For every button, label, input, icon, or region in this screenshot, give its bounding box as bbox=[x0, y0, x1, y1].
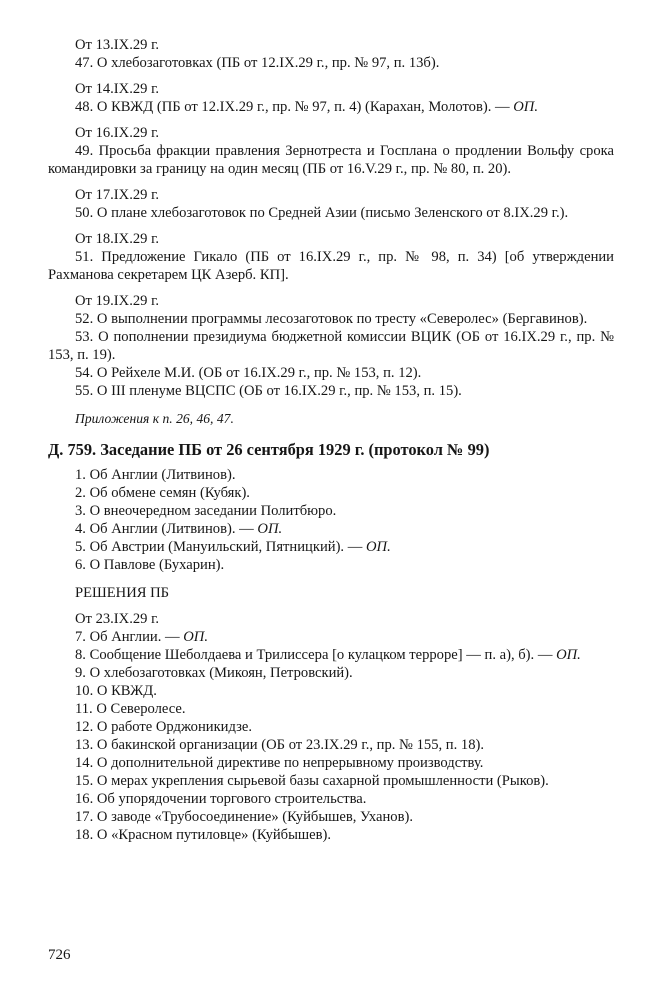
decision-item: 12. О работе Орджоникидзе. bbox=[75, 719, 252, 735]
date-line: От 14.IX.29 г. bbox=[75, 81, 160, 97]
list-item: 51. Предложение Гикало (ПБ от 16.IX.29 г., пр. № 98, п. 34) [об утверждении Рахманова секретарем ЦК Азерб. КП]. bbox=[48, 249, 614, 283]
list-item: 50. О плане хлебозаготовок по Средней Азии (письмо Зеленского от 8.IX.29 г.). bbox=[75, 205, 569, 221]
item-text: 5. Об Австрии (Мануильский, Пятницкий). — bbox=[75, 539, 363, 555]
date-line: От 23.IX.29 г. bbox=[75, 611, 160, 627]
list-item: 52. О выполнении программы лесозаготовок по тресту «Северолес» (Бергавинов). bbox=[75, 311, 588, 327]
agenda-item: 3. О внеочередном заседании Политбюро. bbox=[75, 503, 337, 519]
decision-item: 15. О мерах укрепления сырьевой базы сахарной промышленности (Рыков). bbox=[75, 773, 549, 789]
date-line: От 19.IX.29 г. bbox=[75, 293, 160, 309]
page-number: 726 bbox=[48, 947, 71, 963]
decision-item bbox=[48, 628, 614, 646]
decision-item: 9. О хлебозаготовках (Микоян, Петровский). bbox=[75, 665, 353, 681]
document-page bbox=[48, 36, 614, 844]
decision-item: 10. О КВЖД. bbox=[75, 683, 157, 699]
list-item: 53. О пополнении президиума бюджетной комиссии ВЦИК (ОБ от 16.IX.29 г., пр. № 153, п. 19). bbox=[48, 329, 614, 363]
agenda-item bbox=[48, 538, 614, 556]
date-line: От 16.IX.29 г. bbox=[75, 125, 160, 141]
date-line: От 18.IX.29 г. bbox=[75, 231, 160, 247]
item-text: 7. Об Англии. — bbox=[75, 629, 180, 645]
decision-item: 14. О дополнительной директиве по непрерывному производству. bbox=[75, 755, 484, 771]
op-mark: ОП. bbox=[183, 629, 208, 645]
item-text: 48. О КВЖД (ПБ от 12.IX.29 г., пр. № 97, п. 4) (Карахан, Молотов). — bbox=[75, 99, 510, 115]
agenda-item: 1. Об Англии (Литвинов). bbox=[75, 467, 236, 483]
agenda-item bbox=[48, 520, 614, 538]
op-mark: ОП. bbox=[257, 521, 283, 537]
op-mark: ОП. bbox=[556, 647, 581, 663]
agenda-item: 6. О Павлове (Бухарин). bbox=[75, 557, 225, 573]
appendix-note: Приложения к п. 26, 46, 47. bbox=[75, 411, 234, 426]
decisions-label: РЕШЕНИЯ ПБ bbox=[75, 585, 170, 601]
decision-item bbox=[48, 646, 614, 664]
agenda-item: 2. Об обмене семян (Кубяк). bbox=[75, 485, 250, 501]
list-item: 54. О Рейхеле М.И. (ОБ от 16.IX.29 г., пр. № 153, п. 12). bbox=[75, 365, 422, 381]
list-item: 49. Просьба фракции правления Зернотреста и Госплана о продлении Вольфу срока командировки за границу на один месяц (ПБ от 16.V.29 г., пр. № 80, п. 20). bbox=[48, 143, 614, 177]
decision-item: 13. О бакинской организации (ОБ от 23.IX.29 г., пр. № 155, п. 18). bbox=[75, 737, 485, 753]
date-line: От 17.IX.29 г. bbox=[75, 187, 160, 203]
decision-item: 18. О «Красном путиловце» (Куйбышев). bbox=[75, 827, 332, 843]
op-mark: ОП. bbox=[365, 539, 391, 555]
date-line: От 13.IX.29 г. bbox=[75, 37, 160, 53]
item-text: 8. Сообщение Шеболдаева и Трилиссера [о кулацком терроре] — п. а), б). — bbox=[75, 647, 553, 663]
op-mark: ОП. bbox=[513, 99, 538, 115]
item-text: 4. Об Англии (Литвинов). — bbox=[75, 521, 254, 537]
list-item bbox=[48, 98, 614, 116]
section-heading: Д. 759. Заседание ПБ от 26 сентября 1929 г. (протокол № 99) bbox=[48, 440, 490, 459]
list-item: 55. О III пленуме ВЦСПС (ОБ от 16.IX.29 г., пр. № 153, п. 15). bbox=[75, 383, 462, 399]
list-item: 47. О хлебозаготовках (ПБ от 12.IX.29 г., пр. № 97, п. 13б). bbox=[75, 55, 440, 71]
decision-item: 16. Об упорядочении торгового строительства. bbox=[75, 791, 367, 807]
decision-item: 17. О заводе «Трубосоединение» (Куйбышев, Уханов). bbox=[75, 809, 413, 825]
decision-item: 11. О Северолесе. bbox=[75, 701, 186, 717]
